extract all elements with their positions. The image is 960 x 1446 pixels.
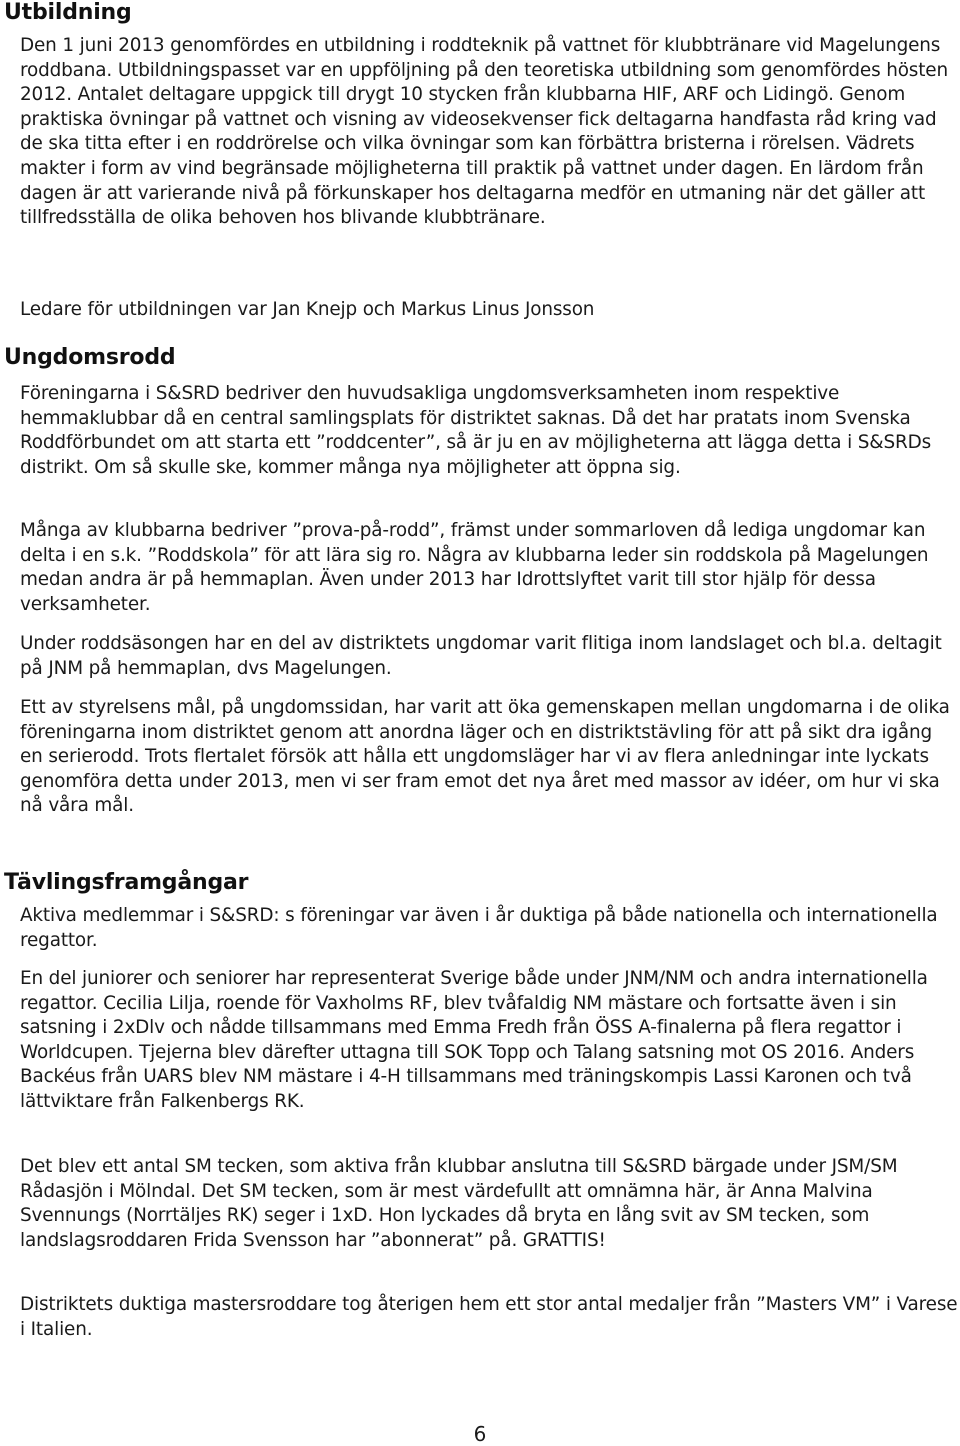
paragraph-utbildning-1: Den 1 juni 2013 genomfördes en utbildning i roddteknik på vattnet för klubbtränare vid Magelungens roddbana. Utbildningspasset var en uppföljning på den teoretiska utbildning som genomfördes hösten 2012. Antalet deltagare uppgick till drygt 10 stycken från klubbarna HIF, ARF och Lidingö. Genom praktiska övningar på vattnet och visning av videosekvenser fick deltagarna handfasta råd kring vad de ska titta efter i en roddrörelse och vilka övningar som kan förbättra bristerna i rörelsen. Vädrets makter i form av vind begränsade möjligheterna till praktik på vattnet under dagen. En lärdom från dagen är att varierande nivå på förkunskaper hos deltagarna medför en utmaning när det gäller att tillfredsställa de olika behoven hos blivande klubbtränare.: [20, 35, 948, 229]
paragraph-ungdomsrodd-4: Ett av styrelsens mål, på ungdomssidan, har varit att öka gemenskapen mellan ungdomarna i de olika föreningarna inom distriktet genom att anordna läger och en distriktstävling för att på sikt dra igång en serierodd. Trots flertalet försök att hålla ett ungdomsläger har vi av flera anledningar inte lyckats genomföra detta under 2013, men vi ser fram emot det nya året med massor av idéer, om hur vi ska nå våra mål.: [20, 697, 950, 817]
paragraph-tavlingsframgangar-4: Distriktets duktiga mastersroddare tog återigen hem ett stor antal medaljer från ”Masters VM” i Varese i Italien.: [20, 1294, 958, 1340]
section-heading-ungdomsrodd: Ungdomsrodd: [4, 345, 176, 370]
page-number: 6: [473, 1422, 487, 1446]
paragraph-tavlingsframgangar-1: Aktiva medlemmar i S&SRD: s föreningar var även i år duktiga på både nationella och internationella regattor.: [20, 905, 938, 951]
paragraph-utbildning-2: Ledare för utbildningen var Jan Knejp och Markus Linus Jonsson: [20, 299, 595, 320]
paragraph-tavlingsframgangar-3: Det blev ett antal SM tecken, som aktiva från klubbar anslutna till S&SRD bärgade under JSM/SM Rådasjön i Mölndal. Det SM tecken, som är mest värdefullt att omnämna här, är Anna Malvina Svennungs (Norrtäljes RK) seger i 1xD. Hon lyckades då bryta en lång svit av SM tecken, som landslagsroddaren Frida Svensson har ”abonnerat” på. GRATTIS!: [20, 1156, 898, 1251]
paragraph-ungdomsrodd-3: Under roddsäsongen har en del av distriktets ungdomar varit flitiga inom landslaget och bl.a. deltagit på JNM på hemmaplan, dvs Magelungen.: [20, 633, 942, 679]
section-heading-tavlingsframgangar: Tävlingsframgångar: [4, 870, 249, 895]
paragraph-ungdomsrodd-2: Många av klubbarna bedriver ”prova-på-rodd”, främst under sommarloven då lediga ungdomar kan delta i en s.k. ”Roddskola” för att lära sig ro. Några av klubbarna leder sin roddskola på Magelungen medan andra är på hemmaplan. Även under 2013 har Idrottslyftet varit till stor hjälp för dessa verksamheter.: [20, 520, 929, 615]
paragraph-ungdomsrodd-1: Föreningarna i S&SRD bedriver den huvudsakliga ungdomsverksamheten inom respektive hemmaklubbar då en central samlingsplats för distriktet saknas. Då det har pratats inom Svenska Roddförbundet om att starta ett ”roddcenter”, så är ju en av möjligheterna att lägga detta i S&SRDs distrikt. Om så skulle ske, kommer många nya möjligheter att öppna sig.: [20, 383, 932, 478]
paragraph-tavlingsframgangar-2: En del juniorer och seniorer har representerat Sverige både under JNM/NM och andra internationella regattor. Cecilia Lilja, roende för Vaxholms RF, blev tvåfaldig NM mästare och fortsatte även i sin satsning i 2xDlv och nådde tillsammans med Emma Fredh från ÖSS A-finalerna på flera regattor i Worldcupen. Tjejerna blev därefter uttagna till SOK Topp och Talang satsning mot OS 2016. Anders Backéus från UARS blev NM mästare i 4-H tillsammans med träningskompis Lassi Karonen och två lättviktare från Falkenbergs RK.: [20, 968, 928, 1112]
section-heading-utbildning: Utbildning: [4, 0, 132, 25]
